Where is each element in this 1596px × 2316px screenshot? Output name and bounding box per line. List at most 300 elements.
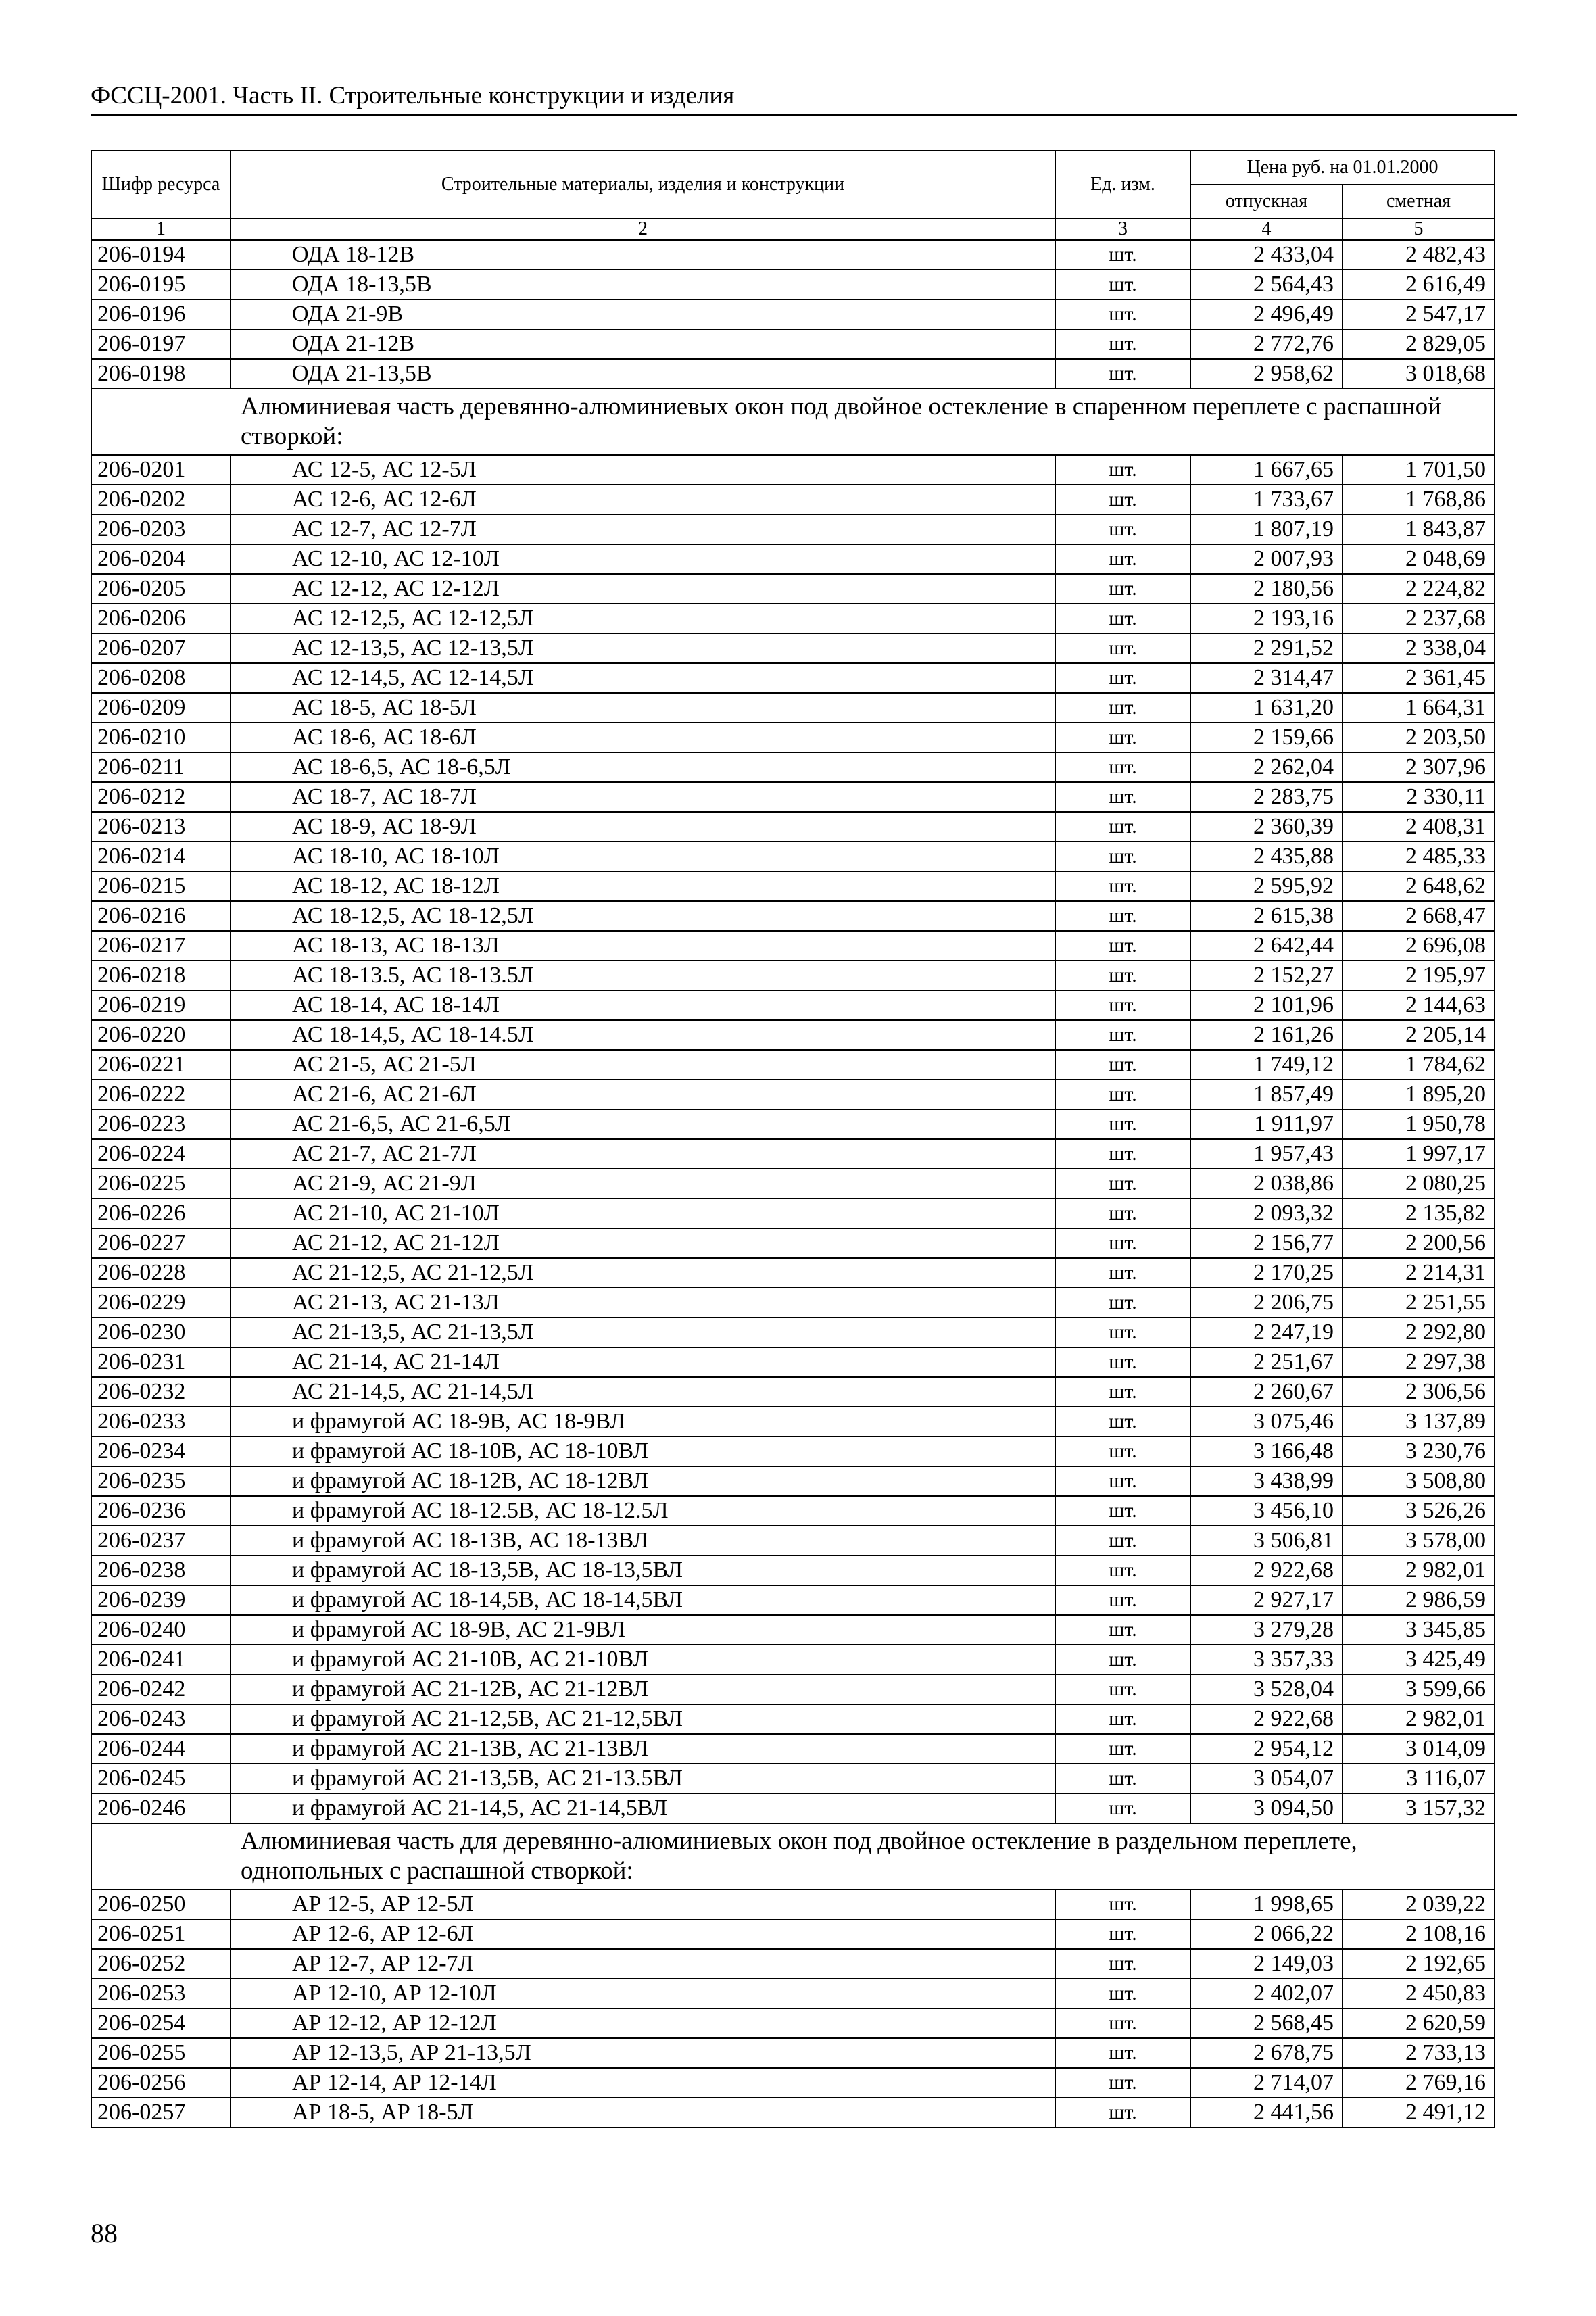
estimate-price-cell: 2 620,59 — [1343, 2008, 1495, 2038]
table-row — [91, 812, 1495, 842]
table-row — [91, 485, 1495, 514]
release-price-cell: 2 314,47 — [1190, 663, 1343, 693]
unit-cell: шт. — [1055, 1407, 1190, 1437]
unit-cell: шт. — [1055, 1793, 1190, 1823]
table-row — [91, 604, 1495, 633]
unit-cell: шт. — [1055, 2098, 1190, 2127]
table-row — [91, 514, 1495, 544]
unit-cell: шт. — [1055, 1228, 1190, 1258]
material-name-cell: и фрамугой АС 18-14,5В, АС 18-14,5ВЛ — [231, 1585, 1055, 1615]
resource-code-cell: 206-0203 — [91, 514, 231, 544]
column-number: 2 — [231, 218, 1055, 240]
unit-cell: шт. — [1055, 270, 1190, 299]
table-row — [91, 842, 1495, 871]
resource-code-cell: 206-0228 — [91, 1258, 231, 1288]
unit-cell: шт. — [1055, 1139, 1190, 1169]
table-row — [91, 1645, 1495, 1674]
table-body — [91, 240, 1495, 2127]
release-price-cell: 1 631,20 — [1190, 693, 1343, 723]
material-name-cell: и фрамугой АС 18-13В, АС 18-13ВЛ — [231, 1526, 1055, 1555]
resource-code-cell: 206-0251 — [91, 1919, 231, 1949]
table-row — [91, 1139, 1495, 1169]
release-price-cell: 2 360,39 — [1190, 812, 1343, 842]
release-price-cell: 2 433,04 — [1190, 240, 1343, 270]
estimate-price-cell: 2 048,69 — [1343, 544, 1495, 574]
estimate-price-cell: 3 230,76 — [1343, 1437, 1495, 1466]
material-name-cell: АС 12-14,5, АС 12-14,5Л — [231, 663, 1055, 693]
resource-code-cell: 206-0222 — [91, 1080, 231, 1109]
unit-cell: шт. — [1055, 2038, 1190, 2068]
material-name-cell: ОДА 18-12В — [231, 240, 1055, 270]
material-name-cell: АР 12-12, АР 12-12Л — [231, 2008, 1055, 2038]
resource-code-cell: 206-0257 — [91, 2098, 231, 2127]
release-price-cell: 3 054,07 — [1190, 1764, 1343, 1793]
resource-code-cell: 206-0229 — [91, 1288, 231, 1318]
estimate-price-cell: 2 982,01 — [1343, 1555, 1495, 1585]
resource-code-cell: 206-0256 — [91, 2068, 231, 2098]
estimate-price-cell: 2 668,47 — [1343, 901, 1495, 931]
resource-code-cell: 206-0205 — [91, 574, 231, 604]
material-name-cell: и фрамугой АС 21-10В, АС 21-10ВЛ — [231, 1645, 1055, 1674]
resource-code-cell: 206-0227 — [91, 1228, 231, 1258]
material-name-cell: и фрамугой АС 18-12.5В, АС 18-12.5Л — [231, 1496, 1055, 1526]
estimate-price-cell: 2 829,05 — [1343, 329, 1495, 359]
unit-cell: шт. — [1055, 329, 1190, 359]
material-name-cell: АС 21-10, АС 21-10Л — [231, 1199, 1055, 1228]
resource-code-cell: 206-0231 — [91, 1347, 231, 1377]
estimate-price-cell: 3 578,00 — [1343, 1526, 1495, 1555]
material-name-cell: АС 12-7, АС 12-7Л — [231, 514, 1055, 544]
estimate-price-cell: 3 157,32 — [1343, 1793, 1495, 1823]
table-row — [91, 544, 1495, 574]
unit-cell: шт. — [1055, 633, 1190, 663]
estimate-price-cell: 3 599,66 — [1343, 1674, 1495, 1704]
unit-cell: шт. — [1055, 1919, 1190, 1949]
unit-cell: шт. — [1055, 931, 1190, 961]
unit-cell: шт. — [1055, 871, 1190, 901]
resource-code-cell: 206-0223 — [91, 1109, 231, 1139]
resource-code-cell: 206-0210 — [91, 723, 231, 752]
release-price-cell: 2 568,45 — [1190, 2008, 1343, 2038]
estimate-price-cell: 3 425,49 — [1343, 1645, 1495, 1674]
estimate-price-cell: 2 135,82 — [1343, 1199, 1495, 1228]
material-name-cell: АС 12-13,5, АС 12-13,5Л — [231, 633, 1055, 663]
release-price-cell: 2 066,22 — [1190, 1919, 1343, 1949]
unit-cell: шт. — [1055, 1764, 1190, 1793]
estimate-price-cell: 2 482,43 — [1343, 240, 1495, 270]
material-name-cell: АС 18-13, АС 18-13Л — [231, 931, 1055, 961]
release-price-cell: 2 922,68 — [1190, 1555, 1343, 1585]
unit-cell: шт. — [1055, 1347, 1190, 1377]
release-price-cell: 1 998,65 — [1190, 1889, 1343, 1919]
table-row — [91, 1466, 1495, 1496]
material-name-cell: АС 21-5, АС 21-5Л — [231, 1050, 1055, 1080]
release-price-cell: 2 170,25 — [1190, 1258, 1343, 1288]
unit-cell: шт. — [1055, 1169, 1190, 1199]
release-price-cell: 3 438,99 — [1190, 1466, 1343, 1496]
unit-cell: шт. — [1055, 1615, 1190, 1645]
material-name-cell: АС 21-13,5, АС 21-13,5Л — [231, 1318, 1055, 1347]
unit-cell: шт. — [1055, 1318, 1190, 1347]
release-price-cell: 2 772,76 — [1190, 329, 1343, 359]
unit-cell: шт. — [1055, 782, 1190, 812]
material-name-cell: АС 12-6, АС 12-6Л — [231, 485, 1055, 514]
unit-cell: шт. — [1055, 1377, 1190, 1407]
material-name-cell: и фрамугой АС 18-10В, АС 18-10ВЛ — [231, 1437, 1055, 1466]
header-price-group: Цена руб. на 01.01.2000 — [1190, 151, 1495, 185]
material-name-cell: АР 12-6, АР 12-6Л — [231, 1919, 1055, 1949]
estimate-price-cell: 2 251,55 — [1343, 1288, 1495, 1318]
table-row — [91, 1615, 1495, 1645]
estimate-price-cell: 2 616,49 — [1343, 270, 1495, 299]
table-row — [91, 871, 1495, 901]
estimate-price-cell: 2 039,22 — [1343, 1889, 1495, 1919]
release-price-cell: 2 564,43 — [1190, 270, 1343, 299]
resource-code-cell: 206-0232 — [91, 1377, 231, 1407]
estimate-price-cell: 2 144,63 — [1343, 990, 1495, 1020]
table-row — [91, 961, 1495, 990]
release-price-cell: 3 357,33 — [1190, 1645, 1343, 1674]
unit-cell: шт. — [1055, 1466, 1190, 1496]
unit-cell: шт. — [1055, 1674, 1190, 1704]
column-number: 5 — [1343, 218, 1495, 240]
resource-code-cell: 206-0245 — [91, 1764, 231, 1793]
estimate-price-cell: 2 214,31 — [1343, 1258, 1495, 1288]
resource-code-cell: 206-0234 — [91, 1437, 231, 1466]
estimate-price-cell: 3 345,85 — [1343, 1615, 1495, 1645]
resource-code-cell: 206-0246 — [91, 1793, 231, 1823]
estimate-price-cell: 3 526,26 — [1343, 1496, 1495, 1526]
table-row — [91, 1377, 1495, 1407]
material-name-cell: АР 12-13,5, АР 21-13,5Л — [231, 2038, 1055, 2068]
column-number: 3 — [1055, 218, 1190, 240]
resource-code-cell: 206-0204 — [91, 544, 231, 574]
release-price-cell: 2 954,12 — [1190, 1734, 1343, 1764]
release-price-cell: 1 667,65 — [1190, 455, 1343, 485]
resource-code-cell: 206-0233 — [91, 1407, 231, 1437]
estimate-price-cell: 2 986,59 — [1343, 1585, 1495, 1615]
unit-cell: шт. — [1055, 1704, 1190, 1734]
page-number: 88 — [91, 2218, 118, 2248]
resource-code-cell: 206-0207 — [91, 633, 231, 663]
estimate-price-cell: 2 203,50 — [1343, 723, 1495, 752]
resource-code-cell: 206-0224 — [91, 1139, 231, 1169]
unit-cell: шт. — [1055, 812, 1190, 842]
release-price-cell: 2 283,75 — [1190, 782, 1343, 812]
material-name-cell: и фрамугой АС 21-13В, АС 21-13ВЛ — [231, 1734, 1055, 1764]
resource-code-cell: 206-0196 — [91, 299, 231, 329]
resource-code-cell: 206-0240 — [91, 1615, 231, 1645]
release-price-cell: 2 251,67 — [1190, 1347, 1343, 1377]
unit-cell: шт. — [1055, 455, 1190, 485]
release-price-cell: 2 714,07 — [1190, 2068, 1343, 2098]
table-row — [91, 1793, 1495, 1823]
unit-cell: шт. — [1055, 1109, 1190, 1139]
release-price-cell: 2 149,03 — [1190, 1949, 1343, 1979]
release-price-cell: 2 206,75 — [1190, 1288, 1343, 1318]
material-name-cell: АС 18-9, АС 18-9Л — [231, 812, 1055, 842]
material-name-cell: АС 12-5, АС 12-5Л — [231, 455, 1055, 485]
estimate-price-cell: 2 648,62 — [1343, 871, 1495, 901]
estimate-price-cell: 3 116,07 — [1343, 1764, 1495, 1793]
release-price-cell: 2 927,17 — [1190, 1585, 1343, 1615]
material-name-cell: и фрамугой АС 21-14,5, АС 21-14,5ВЛ — [231, 1793, 1055, 1823]
unit-cell: шт. — [1055, 1585, 1190, 1615]
material-name-cell: и фрамугой АС 18-9В, АС 18-9ВЛ — [231, 1407, 1055, 1437]
resource-code-cell: 206-0217 — [91, 931, 231, 961]
material-name-cell: АР 12-10, АР 12-10Л — [231, 1979, 1055, 2008]
release-price-cell: 3 456,10 — [1190, 1496, 1343, 1526]
estimate-price-cell: 3 508,80 — [1343, 1466, 1495, 1496]
document-title: ФССЦ-2001. Часть II. Строительные конструкции и изделия — [91, 82, 735, 110]
unit-cell: шт. — [1055, 842, 1190, 871]
unit-cell: шт. — [1055, 514, 1190, 544]
resource-code-cell: 206-0215 — [91, 871, 231, 901]
release-price-cell: 2 101,96 — [1190, 990, 1343, 1020]
estimate-price-cell: 2 292,80 — [1343, 1318, 1495, 1347]
release-price-cell: 3 166,48 — [1190, 1437, 1343, 1466]
material-name-cell: и фрамугой АС 18-12В, АС 18-12ВЛ — [231, 1466, 1055, 1496]
release-price-cell: 2 922,68 — [1190, 1704, 1343, 1734]
release-price-cell: 2 595,92 — [1190, 871, 1343, 901]
unit-cell: шт. — [1055, 1526, 1190, 1555]
resource-code-cell: 206-0237 — [91, 1526, 231, 1555]
release-price-cell: 2 180,56 — [1190, 574, 1343, 604]
release-price-cell: 1 857,49 — [1190, 1080, 1343, 1109]
release-price-cell: 2 152,27 — [1190, 961, 1343, 990]
unit-cell: шт. — [1055, 574, 1190, 604]
estimate-price-cell: 1 843,87 — [1343, 514, 1495, 544]
unit-cell: шт. — [1055, 2068, 1190, 2098]
estimate-price-cell: 2 192,65 — [1343, 1949, 1495, 1979]
table-row — [91, 1949, 1495, 1979]
resource-code-cell: 206-0220 — [91, 1020, 231, 1050]
material-name-cell: АС 21-9, АС 21-9Л — [231, 1169, 1055, 1199]
unit-cell: шт. — [1055, 359, 1190, 389]
unit-cell: шт. — [1055, 693, 1190, 723]
unit-cell: шт. — [1055, 604, 1190, 633]
release-price-cell: 2 958,62 — [1190, 359, 1343, 389]
estimate-price-cell: 3 018,68 — [1343, 359, 1495, 389]
estimate-price-cell: 2 733,13 — [1343, 2038, 1495, 2068]
material-name-cell: АС 18-7, АС 18-7Л — [231, 782, 1055, 812]
estimate-price-cell: 2 696,08 — [1343, 931, 1495, 961]
table-row — [91, 663, 1495, 693]
resource-code-cell: 206-0216 — [91, 901, 231, 931]
material-name-cell: АС 18-12,5, АС 18-12,5Л — [231, 901, 1055, 931]
table-row — [91, 1889, 1495, 1919]
table-row — [91, 752, 1495, 782]
resource-code-cell: 206-0253 — [91, 1979, 231, 2008]
material-name-cell: АС 18-14, АС 18-14Л — [231, 990, 1055, 1020]
table-row — [91, 455, 1495, 485]
release-price-cell: 2 615,38 — [1190, 901, 1343, 931]
unit-cell: шт. — [1055, 1734, 1190, 1764]
unit-cell: шт. — [1055, 1050, 1190, 1080]
header-name: Строительные материалы, изделия и конструкции — [231, 151, 1055, 218]
table-row — [91, 901, 1495, 931]
table-row — [91, 1199, 1495, 1228]
table-row — [91, 1704, 1495, 1734]
estimate-price-cell: 3 137,89 — [1343, 1407, 1495, 1437]
resource-code-cell: 206-0202 — [91, 485, 231, 514]
unit-cell: шт. — [1055, 961, 1190, 990]
release-price-cell: 2 260,67 — [1190, 1377, 1343, 1407]
material-name-cell: АС 12-12, АС 12-12Л — [231, 574, 1055, 604]
release-price-cell: 1 957,43 — [1190, 1139, 1343, 1169]
material-name-cell: АР 18-5, АР 18-5Л — [231, 2098, 1055, 2127]
table-row — [91, 1228, 1495, 1258]
estimate-price-cell: 2 769,16 — [1343, 2068, 1495, 2098]
release-price-cell: 3 075,46 — [1190, 1407, 1343, 1437]
material-name-cell: АС 21-14, АС 21-14Л — [231, 1347, 1055, 1377]
estimate-price-cell: 1 997,17 — [1343, 1139, 1495, 1169]
estimate-price-cell: 2 485,33 — [1343, 842, 1495, 871]
unit-cell: шт. — [1055, 1979, 1190, 2008]
release-price-cell: 2 093,32 — [1190, 1199, 1343, 1228]
unit-cell: шт. — [1055, 485, 1190, 514]
resource-code-cell: 206-0255 — [91, 2038, 231, 2068]
resource-code-cell: 206-0241 — [91, 1645, 231, 1674]
column-number-row — [91, 218, 1495, 240]
resource-code-cell: 206-0242 — [91, 1674, 231, 1704]
estimate-price-cell: 2 547,17 — [1343, 299, 1495, 329]
estimate-price-cell: 2 195,97 — [1343, 961, 1495, 990]
header-code: Шифр ресурса — [91, 151, 231, 218]
material-name-cell: и фрамугой АС 21-13,5В, АС 21-13.5ВЛ — [231, 1764, 1055, 1793]
release-price-cell: 2 007,93 — [1190, 544, 1343, 574]
material-name-cell: АС 12-12,5, АС 12-12,5Л — [231, 604, 1055, 633]
estimate-price-cell: 2 205,14 — [1343, 1020, 1495, 1050]
estimate-price-cell: 2 491,12 — [1343, 2098, 1495, 2127]
material-name-cell: АС 21-12, АС 21-12Л — [231, 1228, 1055, 1258]
unit-cell: шт. — [1055, 2008, 1190, 2038]
estimate-price-cell: 1 950,78 — [1343, 1109, 1495, 1139]
resource-code-cell: 206-0194 — [91, 240, 231, 270]
material-name-cell: и фрамугой АС 18-13,5В, АС 18-13,5ВЛ — [231, 1555, 1055, 1585]
release-price-cell: 2 678,75 — [1190, 2038, 1343, 2068]
unit-cell: шт. — [1055, 990, 1190, 1020]
release-price-cell: 2 156,77 — [1190, 1228, 1343, 1258]
estimate-price-cell: 1 895,20 — [1343, 1080, 1495, 1109]
release-price-cell: 2 642,44 — [1190, 931, 1343, 961]
resource-code-cell: 206-0230 — [91, 1318, 231, 1347]
estimate-price-cell: 2 108,16 — [1343, 1919, 1495, 1949]
material-name-cell: АС 18-10, АС 18-10Л — [231, 842, 1055, 871]
table-row — [91, 2008, 1495, 2038]
material-name-cell: ОДА 21-12В — [231, 329, 1055, 359]
column-number: 4 — [1190, 218, 1343, 240]
release-price-cell: 2 441,56 — [1190, 2098, 1343, 2127]
section-heading: Алюминиевая часть для деревянно-алюминиевых окон под двойное остекление в раздельном переплете, однопольных с распашной створкой: — [91, 1823, 1495, 1889]
estimate-price-cell: 2 307,96 — [1343, 752, 1495, 782]
section-heading-row — [91, 389, 1495, 455]
unit-cell: шт. — [1055, 1437, 1190, 1466]
resource-code-cell: 206-0212 — [91, 782, 231, 812]
resource-code-cell: 206-0252 — [91, 1949, 231, 1979]
estimate-price-cell: 2 338,04 — [1343, 633, 1495, 663]
estimate-price-cell: 2 361,45 — [1343, 663, 1495, 693]
header-estimate-price: сметная — [1343, 185, 1495, 218]
resource-code-cell: 206-0208 — [91, 663, 231, 693]
table-row — [91, 1407, 1495, 1437]
resource-code-cell: 206-0206 — [91, 604, 231, 633]
unit-cell: шт. — [1055, 544, 1190, 574]
table-row — [91, 1347, 1495, 1377]
table-row — [91, 723, 1495, 752]
release-price-cell: 2 038,86 — [1190, 1169, 1343, 1199]
estimate-price-cell: 2 224,82 — [1343, 574, 1495, 604]
table-row — [91, 1437, 1495, 1466]
resource-code-cell: 206-0214 — [91, 842, 231, 871]
table-row — [91, 359, 1495, 389]
material-name-cell: АР 12-14, АР 12-14Л — [231, 2068, 1055, 2098]
resource-code-cell: 206-0201 — [91, 455, 231, 485]
resource-code-cell: 206-0225 — [91, 1169, 231, 1199]
estimate-price-cell: 3 014,09 — [1343, 1734, 1495, 1764]
material-name-cell: ОДА 18-13,5В — [231, 270, 1055, 299]
unit-cell: шт. — [1055, 1199, 1190, 1228]
estimate-price-cell: 2 237,68 — [1343, 604, 1495, 633]
table-row — [91, 1979, 1495, 2008]
unit-cell: шт. — [1055, 1080, 1190, 1109]
material-name-cell: АР 12-7, АР 12-7Л — [231, 1949, 1055, 1979]
section-heading-row — [91, 1823, 1495, 1889]
material-name-cell: АС 18-13.5, АС 18-13.5Л — [231, 961, 1055, 990]
material-name-cell: АС 18-6,5, АС 18-6,5Л — [231, 752, 1055, 782]
table-row — [91, 1734, 1495, 1764]
material-name-cell: АС 21-12,5, АС 21-12,5Л — [231, 1258, 1055, 1288]
table-header — [91, 151, 1495, 240]
table-row — [91, 2098, 1495, 2127]
resource-code-cell: 206-0254 — [91, 2008, 231, 2038]
resource-code-cell: 206-0239 — [91, 1585, 231, 1615]
release-price-cell: 2 496,49 — [1190, 299, 1343, 329]
table-row — [91, 1919, 1495, 1949]
table-row — [91, 240, 1495, 270]
resource-code-cell: 206-0250 — [91, 1889, 231, 1919]
table-row — [91, 2068, 1495, 2098]
resource-code-cell: 206-0218 — [91, 961, 231, 990]
table-row — [91, 1318, 1495, 1347]
table-row — [91, 1555, 1495, 1585]
material-name-cell: и фрамугой АС 21-12В, АС 21-12ВЛ — [231, 1674, 1055, 1704]
resource-code-cell: 206-0197 — [91, 329, 231, 359]
table-row — [91, 1585, 1495, 1615]
release-price-cell: 2 159,66 — [1190, 723, 1343, 752]
resource-code-cell: 206-0238 — [91, 1555, 231, 1585]
estimate-price-cell: 1 664,31 — [1343, 693, 1495, 723]
unit-cell: шт. — [1055, 1949, 1190, 1979]
section-heading: Алюминиевая часть деревянно-алюминиевых окон под двойное остекление в спаренном переплете с распашной створкой: — [91, 389, 1495, 455]
estimate-price-cell: 2 450,83 — [1343, 1979, 1495, 2008]
table-row — [91, 1109, 1495, 1139]
table-row — [91, 1080, 1495, 1109]
material-name-cell: АС 18-14,5, АС 18-14.5Л — [231, 1020, 1055, 1050]
material-name-cell: и фрамугой АС 18-9В, АС 21-9ВЛ — [231, 1615, 1055, 1645]
release-price-cell: 2 193,16 — [1190, 604, 1343, 633]
unit-cell: шт. — [1055, 1258, 1190, 1288]
resource-code-cell: 206-0198 — [91, 359, 231, 389]
unit-cell: шт. — [1055, 1889, 1190, 1919]
material-name-cell: ОДА 21-13,5В — [231, 359, 1055, 389]
unit-cell: шт. — [1055, 1020, 1190, 1050]
unit-cell: шт. — [1055, 299, 1190, 329]
material-name-cell: АС 18-6, АС 18-6Л — [231, 723, 1055, 752]
estimate-price-cell: 2 080,25 — [1343, 1169, 1495, 1199]
release-price-cell: 1 807,19 — [1190, 514, 1343, 544]
price-table — [91, 150, 1495, 2128]
